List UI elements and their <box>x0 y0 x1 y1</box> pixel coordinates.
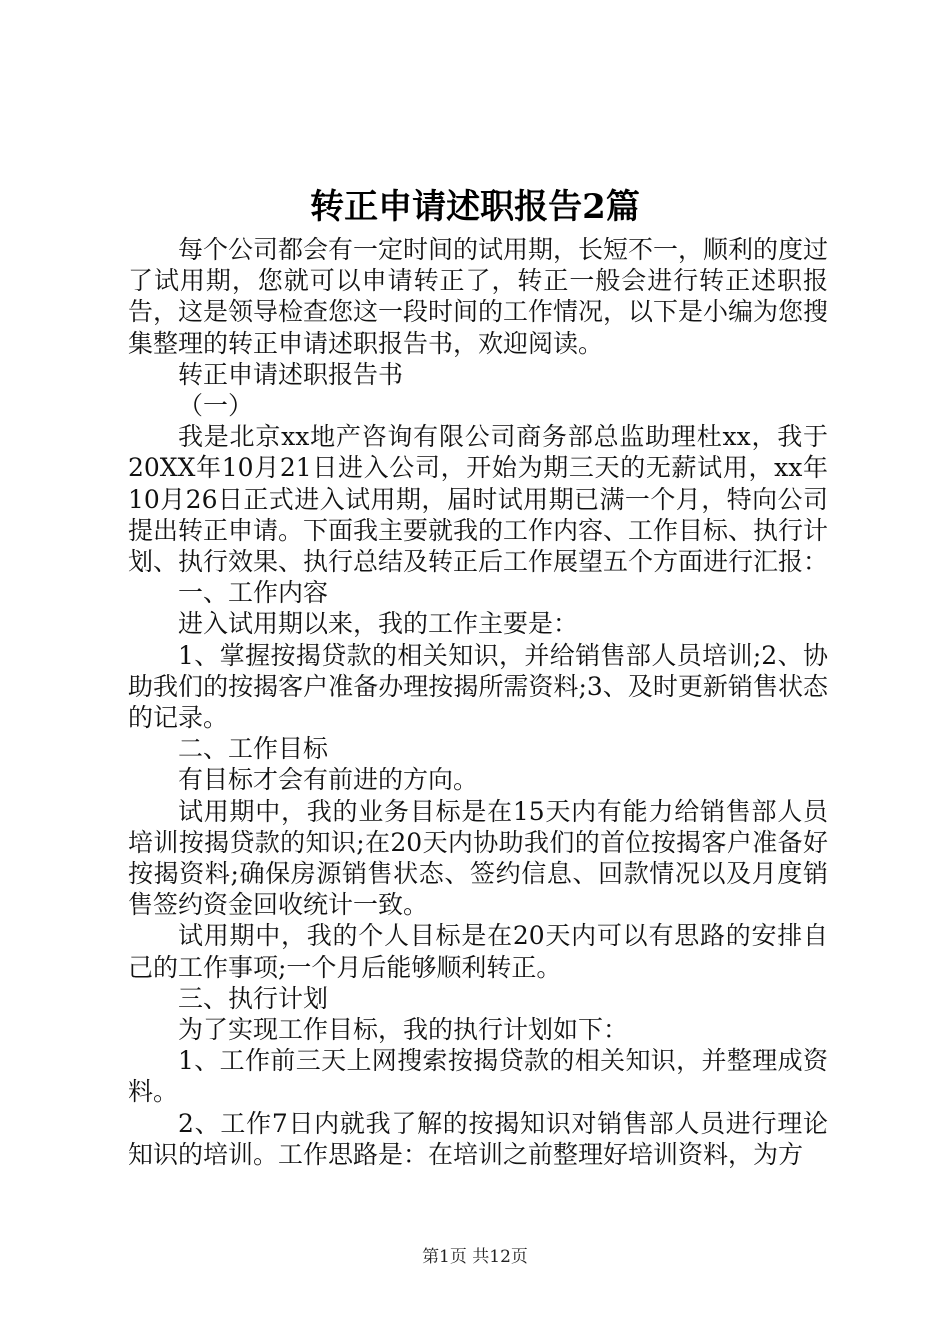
paragraph-intro: 每个公司都会有一定时间的试用期，长短不一，顺利的度过了试用期，您就可以申请转正了，转正一般会进行转正述职报告，这是领导检查您这一段时间的工作情况，以下是小编为您搜集整理的转正申请述职报告书，欢迎阅读。 <box>128 235 829 358</box>
paragraph-section-number: （一） <box>178 391 254 421</box>
heading-execution-plan: 三、执行计划 <box>178 983 329 1013</box>
heading-work-goals: 二、工作目标 <box>178 734 329 764</box>
heading-work-content: 一、工作内容 <box>178 578 329 608</box>
document-title: 转正申请述职报告2篇 <box>310 187 640 227</box>
paragraph-plan-item-1: 1、工作前三天上网搜索按揭贷款的相关知识，并整理成资料。 <box>128 1046 828 1107</box>
paragraph-work-lead: 进入试用期以来，我的工作主要是： <box>178 609 579 639</box>
paragraph-business-goal: 试用期中，我的业务目标是在15天内有能力给销售部人员培训按揭贷款的知识;在20天内协助我们的首位按揭客户准备好按揭资料;确保房源销售状态、签约信息、回款情况以及月度销售签约资金回收统计一致。 <box>128 796 828 920</box>
paragraph-personal-goal: 试用期中，我的个人目标是在20天内可以有思路的安排自己的工作事项;一个月后能够顺利转正。 <box>128 921 828 982</box>
document-body <box>128 234 828 1170</box>
paragraph-subtitle: 转正申请述职报告书 <box>178 359 404 389</box>
paragraph-goal-lead: 有目标才会有前进的方向。 <box>178 765 479 795</box>
paragraph-plan-item-2: 2、工作7日内就我了解的按揭知识对销售部人员进行理论知识的培训。工作思路是：在培训之前整理好培训资料，为方 <box>128 1108 828 1169</box>
paragraph-work-items: 1、掌握按揭贷款的相关知识，并给销售部人员培训;2、协助我们的按揭客户准备办理按揭所需资料;3、及时更新销售状态的记录。 <box>128 640 828 733</box>
paragraph-plan-lead: 为了实现工作目标，我的执行计划如下： <box>178 1015 629 1045</box>
paragraph-self-intro: 我是北京xx地产咨询有限公司商务部总监助理杜xx，我于20XX年10月21日进入公司，开始为期三天的无薪试用，xx年10月26日正式进入试用期，届时试用期已满一个月，特向公司提出转正申请。下面我主要就我的工作内容、工作目标、执行计划、执行效果、执行总结及转正后工作展望五个方面进行汇报： <box>128 422 829 577</box>
page-footer: 第1页 共12页 <box>422 1247 528 1267</box>
